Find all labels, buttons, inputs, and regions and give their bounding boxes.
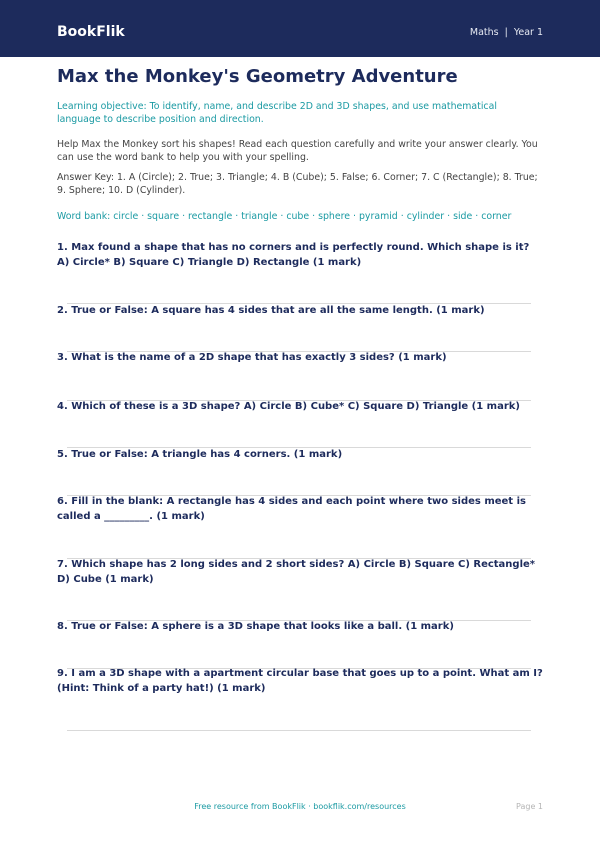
instructions: Help Max the Monkey sort his shapes! Read each question carefully and write your answer clearly. You can use the word bank to help you with your spelling. [57,139,538,163]
subject-label: Maths [469,27,499,38]
question-7: 7. Which shape has 2 long sides and 2 short sides? A) Circle B) Square C) Rectangle* D) Cube (1 mark) [57,559,536,585]
question-1: 1. Max found a shape that has no corners and is perfectly round. Which shape is it? A) Circle* B) Square C) Triangle D) Rectangle (1 mark) [57,242,530,268]
footer-resource-link[interactable]: Free resource from BookFlik · bookflik.com/resources [194,802,406,811]
year-label: Year 1 [513,27,543,38]
brand-logo[interactable]: BookFlik [57,24,125,40]
worksheet-title: Max the Monkey's Geometry Adventure [57,66,458,87]
question-8: 8. True or False: A sphere is a 3D shape that looks like a ball. (1 mark) [57,621,454,632]
page-header [0,0,600,57]
word-bank: Word bank: circle · square · rectangle · triangle · cube · sphere · pyramid · cylinder · side · corner [57,211,512,222]
page-number: Page 1 [516,802,543,811]
subject-year-label [470,27,543,39]
question-5: 5. True or False: A triangle has 4 corners. (1 mark) [57,449,343,460]
question-3: 3. What is the name of a 2D shape that has exactly 3 sides? (1 mark) [57,352,447,363]
question-9: 9. I am a 3D shape with a apartment circular base that goes up to a point. What am I? (Hint: Think of a party hat!) (1 mark) [57,668,543,694]
answer-line-9[interactable] [67,730,531,731]
question-6: 6. Fill in the blank: A rectangle has 4 sides and each point where two sides meet is called a _________. (1 mark) [57,496,526,522]
meta-separator: | [504,27,508,38]
question-4: 4. Which of these is a 3D shape? A) Circle B) Cube* C) Square D) Triangle (1 mark) [57,401,521,412]
answer-key: Answer Key: 1. A (Circle); 2. True; 3. Triangle; 4. B (Cube); 5. False; 6. Corner; 7. C (Rectangle); 8. True; 9. Sphere; 10. D (Cylinder). [57,172,538,196]
question-2: 2. True or False: A square has 4 sides that are all the same length. (1 mark) [57,305,485,316]
learning-objective: Learning objective: To identify, name, and describe 2D and 3D shapes, and use mathematical language to describe position and direction. [57,101,497,125]
